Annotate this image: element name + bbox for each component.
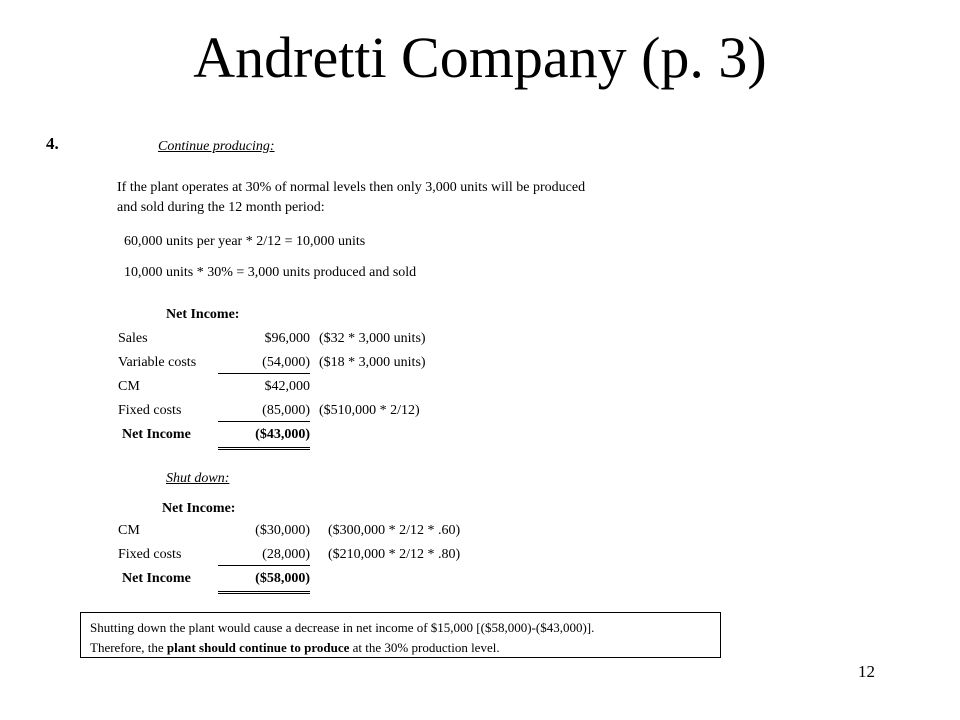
conclusion-line-2-prefix: Therefore, the (90, 640, 167, 655)
row-label-net-income: Net Income (122, 427, 191, 442)
row-note-sales: ($32 * 3,000 units) (319, 331, 426, 346)
page-title: Andretti Company (p. 3) (193, 25, 767, 90)
shutdown-row-amount-fixed-costs: (28,000) (218, 545, 310, 566)
row-amount-net-income: ($43,000) (218, 425, 310, 450)
conclusion-recommendation: plant should continue to produce (166, 640, 350, 655)
shut-down-heading: Shut down: (166, 471, 230, 486)
page-number: 12 (858, 662, 875, 681)
shutdown-row-note-cm: ($300,000 * 2/12 * .60) (328, 523, 461, 538)
net-income-heading-continue: Net Income: (166, 307, 240, 322)
shutdown-row-label-cm: CM (118, 523, 140, 538)
continue-producing-heading: Continue producing: (158, 139, 275, 154)
row-amount-variable-costs: (54,000) (218, 353, 310, 374)
conclusion-line-1: Shutting down the plant would cause a decrease in net income of $15,000 [($58,000)-($43,000)]. (90, 620, 595, 635)
row-note-fixed-costs: ($510,000 * 2/12) (319, 403, 420, 418)
question-number: 4. (46, 134, 59, 153)
intro-line-1: If the plant operates at 30% of normal levels then only 3,000 units will be produced (117, 180, 586, 195)
calculation-units-produced: 10,000 units * 30% = 3,000 units produced and sold (124, 265, 417, 280)
conclusion-line-2-suffix: at the 30% production level. (349, 640, 500, 655)
shutdown-row-label-fixed-costs: Fixed costs (118, 547, 182, 562)
row-amount-sales: $96,000 (264, 331, 310, 346)
row-label-fixed-costs: Fixed costs (118, 403, 182, 418)
shutdown-row-amount-cm: ($30,000) (255, 523, 310, 538)
row-note-variable-costs: ($18 * 3,000 units) (319, 355, 426, 370)
row-label-sales: Sales (118, 331, 148, 346)
shutdown-row-label-net-income: Net Income (122, 571, 191, 586)
row-amount-fixed-costs: (85,000) (218, 401, 310, 422)
intro-line-2: and sold during the 12 month period: (117, 200, 325, 215)
net-income-heading-shutdown: Net Income: (162, 501, 236, 516)
row-label-variable-costs: Variable costs (118, 355, 197, 370)
calculation-units-period: 60,000 units per year * 2/12 = 10,000 units (124, 234, 366, 249)
conclusion-line-2 (90, 638, 720, 658)
shutdown-row-note-fixed-costs: ($210,000 * 2/12 * .80) (328, 547, 461, 562)
shutdown-row-amount-net-income: ($58,000) (218, 569, 310, 594)
row-amount-cm: $42,000 (264, 379, 310, 394)
conclusion-box (80, 612, 721, 658)
row-label-cm: CM (118, 379, 140, 394)
